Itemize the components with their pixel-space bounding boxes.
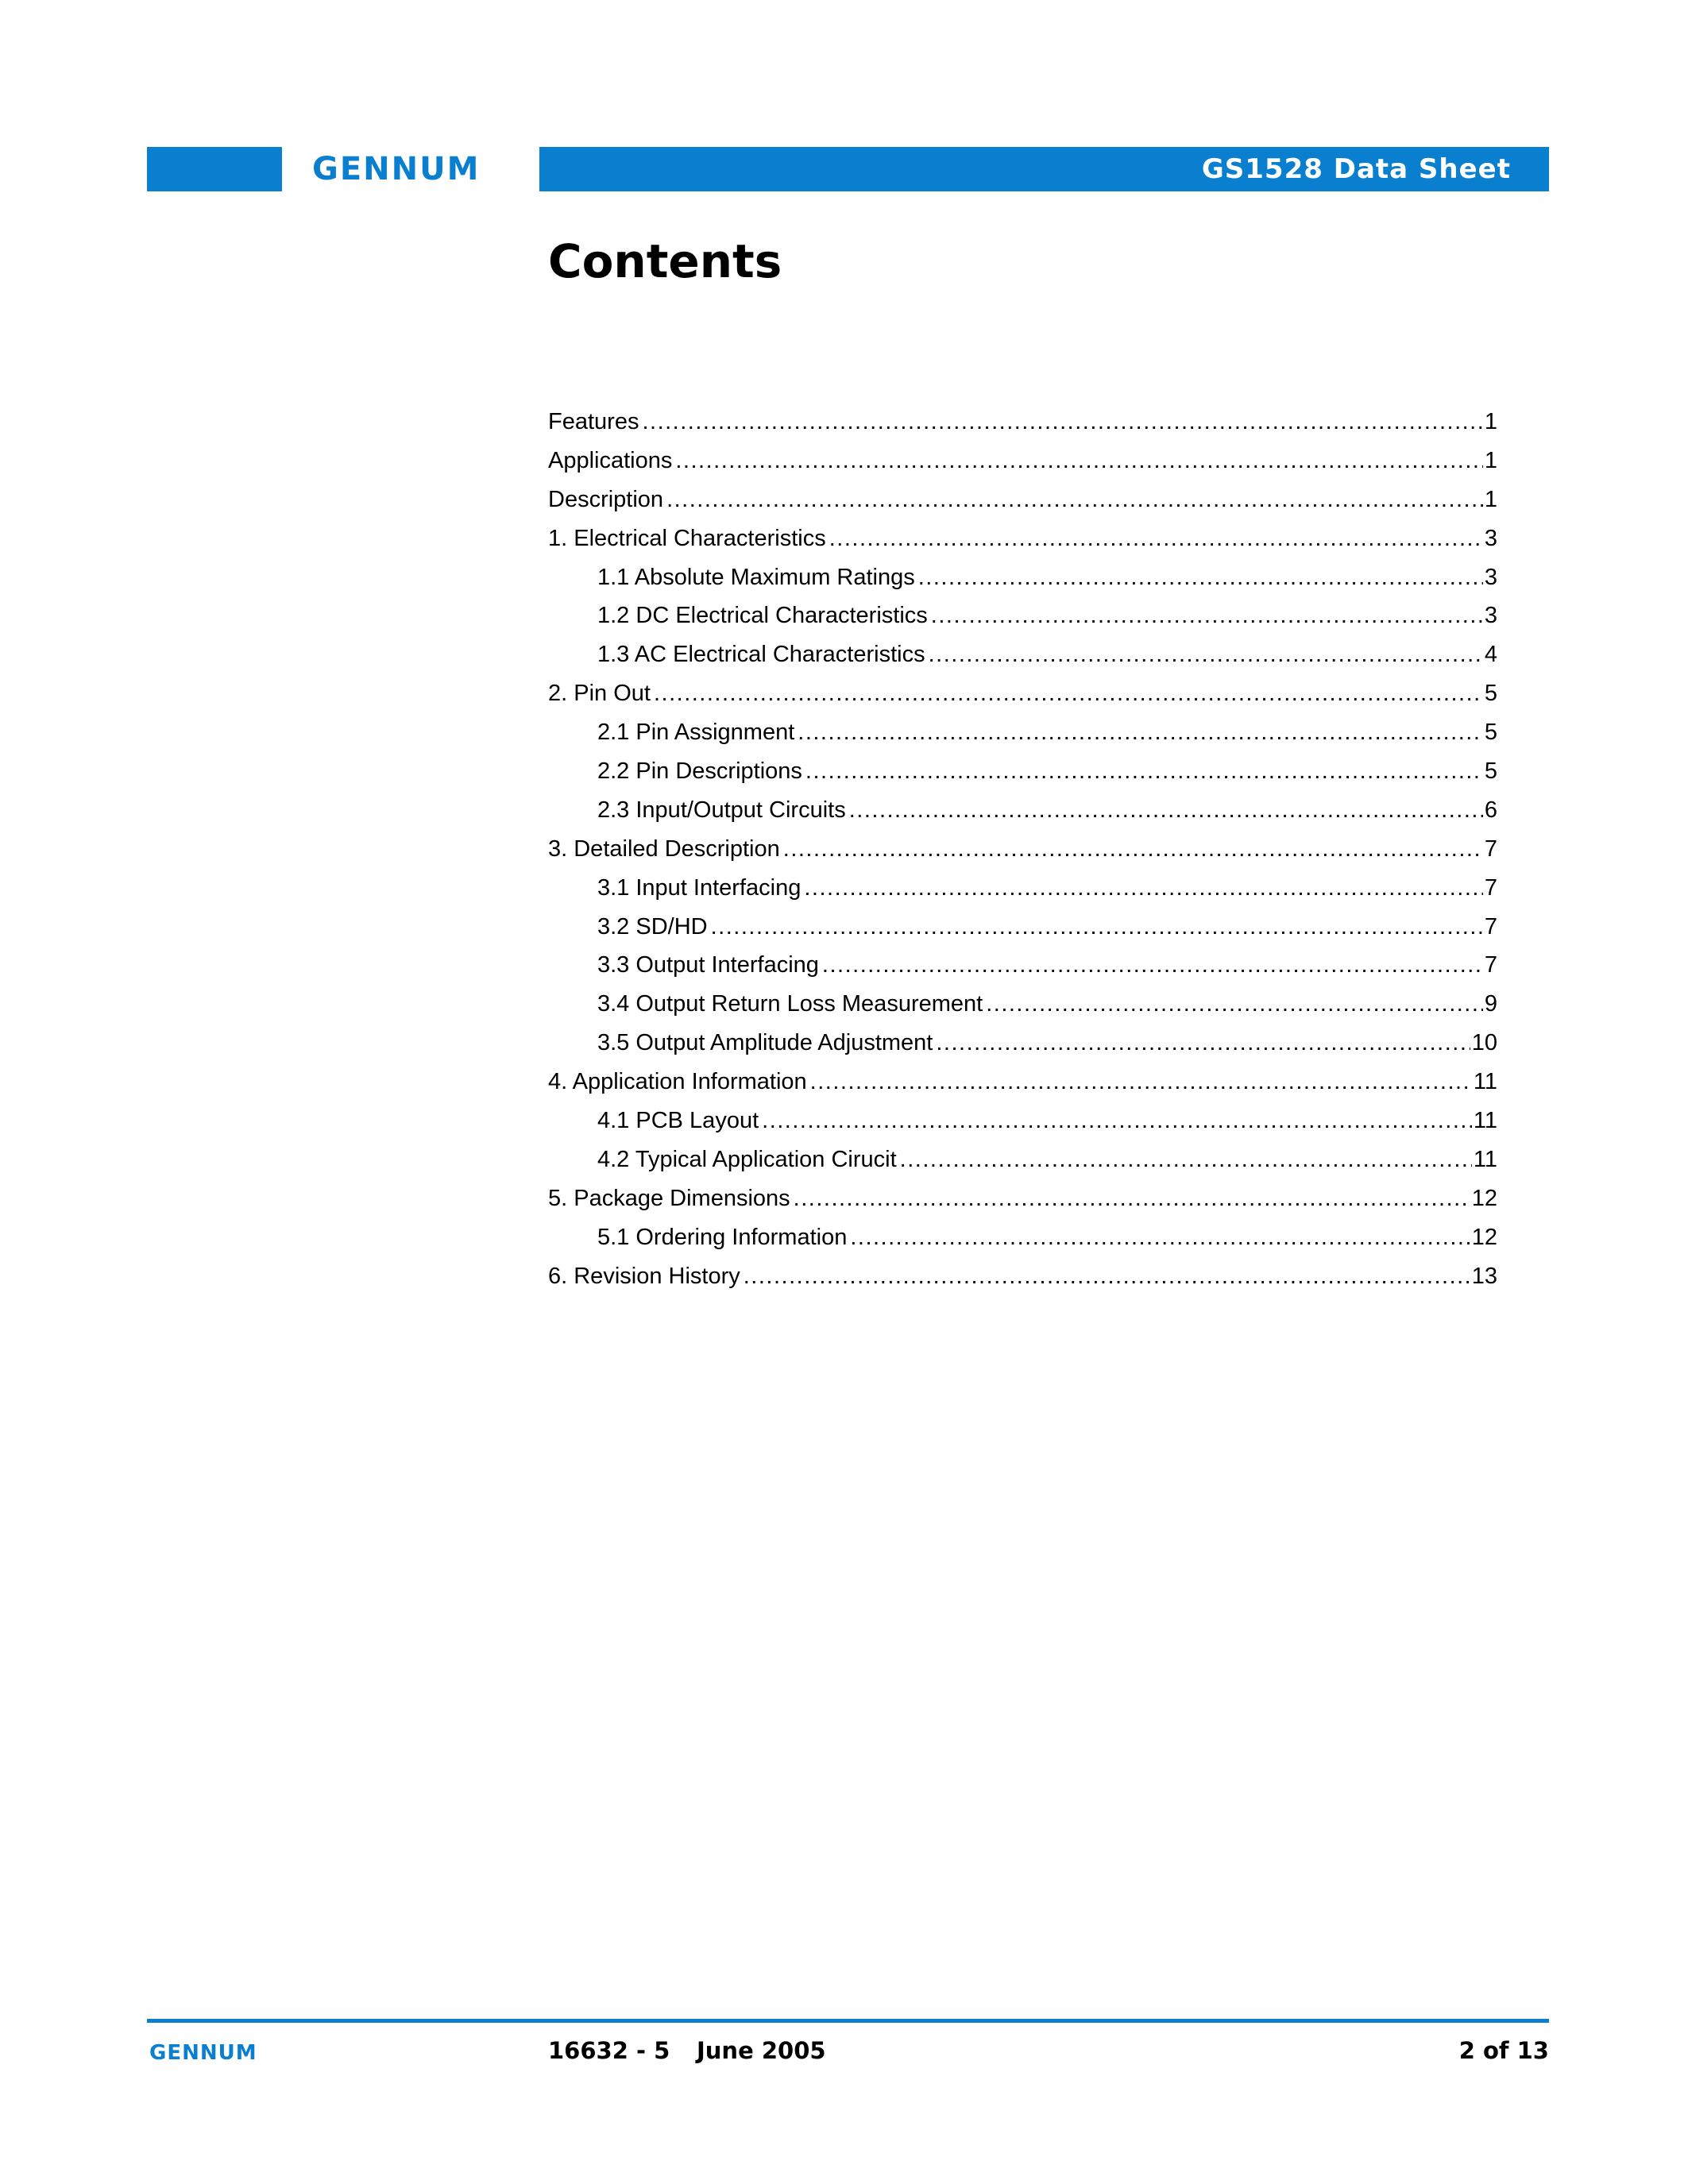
toc-entry[interactable] bbox=[548, 1225, 1497, 1264]
toc-entry[interactable] bbox=[548, 1264, 1497, 1302]
toc-dot-leader bbox=[849, 797, 1483, 824]
header-logo: GENNUM bbox=[312, 151, 481, 187]
toc-dot-leader bbox=[642, 409, 1482, 435]
toc-entry[interactable] bbox=[548, 603, 1497, 642]
toc-entry-page: 5 bbox=[1484, 681, 1497, 707]
toc-dot-leader bbox=[783, 836, 1483, 862]
toc-dot-leader bbox=[822, 952, 1483, 978]
toc-entry[interactable] bbox=[548, 487, 1497, 526]
toc-entry[interactable] bbox=[548, 875, 1497, 914]
toc-entry-page: 3 bbox=[1484, 525, 1497, 551]
toc-entry-page: 11 bbox=[1473, 1146, 1497, 1172]
toc-entry[interactable] bbox=[548, 1030, 1497, 1069]
toc-dot-leader bbox=[936, 1030, 1470, 1056]
toc-dot-leader bbox=[675, 448, 1482, 474]
toc-entry[interactable] bbox=[548, 836, 1497, 875]
toc-entry-label: Applications bbox=[548, 447, 673, 473]
toc-entry[interactable] bbox=[548, 797, 1497, 836]
toc-entry-label: 6. Revision History bbox=[548, 1263, 740, 1289]
toc-entry[interactable] bbox=[548, 1069, 1497, 1108]
toc-entry-label: 5. Package Dimensions bbox=[548, 1185, 790, 1211]
toc-entry-label: 5.1 Ordering Information bbox=[597, 1224, 848, 1250]
toc-entry[interactable] bbox=[548, 991, 1497, 1030]
toc-dot-leader bbox=[654, 681, 1483, 707]
toc-entry-page: 6 bbox=[1484, 797, 1497, 823]
toc-entry-page: 1 bbox=[1484, 447, 1497, 473]
toc-entry-label: 3. Detailed Description bbox=[548, 835, 780, 862]
toc-entry-page: 1 bbox=[1484, 409, 1497, 434]
toc-entry[interactable] bbox=[548, 1108, 1497, 1147]
toc-dot-leader bbox=[744, 1264, 1470, 1290]
toc-entry-label: 2.3 Input/Output Circuits bbox=[597, 797, 846, 823]
toc-entry-page: 5 bbox=[1484, 720, 1497, 746]
toc-entry-label: 4.1 PCB Layout bbox=[597, 1108, 759, 1134]
toc-entry-label: Description bbox=[548, 486, 664, 512]
toc-entry[interactable] bbox=[548, 409, 1497, 448]
toc-dot-leader bbox=[986, 991, 1483, 1017]
toc-entry-label: 3.4 Output Return Loss Measurement bbox=[597, 991, 983, 1017]
toc-entry-page: 11 bbox=[1473, 1069, 1497, 1095]
toc-entry[interactable] bbox=[548, 1186, 1497, 1225]
toc-entry-page: 7 bbox=[1484, 952, 1497, 978]
toc-entry[interactable] bbox=[548, 681, 1497, 720]
toc-entry-page: 13 bbox=[1471, 1263, 1497, 1289]
toc-entry[interactable] bbox=[548, 720, 1497, 758]
toc-entry-page: 12 bbox=[1471, 1224, 1497, 1250]
toc-entry-page: 7 bbox=[1484, 835, 1497, 862]
toc-dot-leader bbox=[929, 642, 1483, 668]
toc-dot-leader bbox=[810, 1069, 1472, 1095]
footer-page-number: 2 of 13 bbox=[1458, 2037, 1549, 2064]
header-bar bbox=[539, 147, 1549, 191]
toc-entry-page: 7 bbox=[1484, 913, 1497, 940]
toc-entry-label: 2.1 Pin Assignment bbox=[597, 720, 795, 746]
toc-entry[interactable] bbox=[548, 448, 1497, 487]
toc-entry-label: 1.2 DC Electrical Characteristics bbox=[597, 603, 928, 629]
toc-entry-page: 3 bbox=[1484, 564, 1497, 590]
toc-entry-label: Features bbox=[548, 409, 639, 434]
toc-entry-page: 12 bbox=[1471, 1185, 1497, 1211]
toc-entry-page: 5 bbox=[1484, 758, 1497, 785]
toc-entry-page: 10 bbox=[1471, 1030, 1497, 1056]
toc-dot-leader bbox=[805, 758, 1483, 785]
toc-dot-leader bbox=[918, 565, 1483, 591]
toc-dot-leader bbox=[829, 526, 1483, 552]
toc-dot-leader bbox=[804, 875, 1483, 901]
toc-entry-label: 3.1 Input Interfacing bbox=[597, 874, 802, 901]
toc-entry-label: 2.2 Pin Descriptions bbox=[597, 758, 802, 785]
toc-dot-leader bbox=[762, 1108, 1472, 1134]
toc-entry[interactable] bbox=[548, 914, 1497, 953]
toc-dot-leader bbox=[794, 1186, 1470, 1212]
toc-entry[interactable] bbox=[548, 526, 1497, 565]
toc-dot-leader bbox=[931, 603, 1483, 629]
toc-entry[interactable] bbox=[548, 758, 1497, 797]
footer-logo: GENNUM bbox=[149, 2041, 257, 2065]
toc-entry-label: 3.5 Output Amplitude Adjustment bbox=[597, 1030, 933, 1056]
toc-entry-label: 1.3 AC Electrical Characteristics bbox=[597, 642, 925, 668]
toc-entry-label: 4.2 Typical Application Cirucit bbox=[597, 1146, 897, 1172]
toc-dot-leader bbox=[666, 487, 1483, 513]
toc-entry[interactable] bbox=[548, 565, 1497, 604]
header-left-block bbox=[147, 147, 282, 191]
table-of-contents bbox=[548, 409, 1497, 1302]
toc-dot-leader bbox=[711, 914, 1483, 940]
toc-entry-label: 4. Application Information bbox=[548, 1069, 807, 1095]
toc-entry-page: 3 bbox=[1484, 603, 1497, 629]
toc-entry[interactable] bbox=[548, 1147, 1497, 1186]
toc-entry-page: 9 bbox=[1484, 991, 1497, 1017]
toc-entry-page: 4 bbox=[1484, 642, 1497, 668]
toc-entry-label: 3.2 SD/HD bbox=[597, 913, 708, 940]
toc-entry[interactable] bbox=[548, 642, 1497, 681]
toc-dot-leader bbox=[900, 1147, 1472, 1173]
toc-entry-label: 3.3 Output Interfacing bbox=[597, 952, 819, 978]
toc-entry-page: 1 bbox=[1484, 486, 1497, 512]
footer-doc-number: 16632 - 5 bbox=[548, 2037, 670, 2064]
toc-entry[interactable] bbox=[548, 952, 1497, 991]
page-title: Contents bbox=[548, 234, 782, 288]
document-title: GS1528 Data Sheet bbox=[1201, 153, 1511, 185]
footer-date: June 2005 bbox=[697, 2037, 826, 2064]
toc-dot-leader bbox=[850, 1225, 1470, 1251]
toc-entry-label: 1. Electrical Characteristics bbox=[548, 525, 826, 551]
toc-entry-label: 1.1 Absolute Maximum Ratings bbox=[597, 564, 915, 590]
toc-entry-page: 7 bbox=[1484, 874, 1497, 901]
toc-dot-leader bbox=[798, 720, 1483, 746]
toc-entry-label: 2. Pin Out bbox=[548, 681, 651, 707]
toc-entry-page: 11 bbox=[1473, 1108, 1497, 1134]
footer-divider bbox=[147, 2019, 1549, 2023]
